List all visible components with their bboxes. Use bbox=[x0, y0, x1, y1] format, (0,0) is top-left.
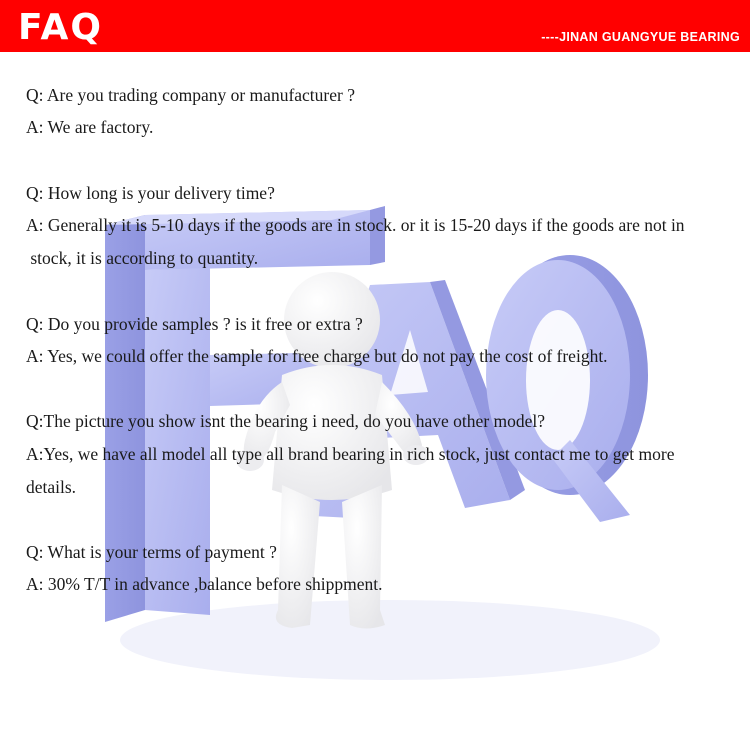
faq-question-2: Q: How long is your delivery time? bbox=[26, 183, 275, 203]
faq-answer-2-line-2: stock, it is according to quantity. bbox=[26, 248, 259, 268]
faq-answer-5: A: 30% T/T in advance ,balance before shippment. bbox=[26, 574, 383, 594]
header-title: FAQ bbox=[18, 7, 103, 48]
faq-question-1: Q: Are you trading company or manufacturer ? bbox=[26, 85, 355, 105]
faq-answer-4-line-2: details. bbox=[26, 477, 77, 497]
faq-question-4: Q:The picture you show isnt the bearing i need, do you have other model? bbox=[26, 411, 546, 431]
faq-question-5: Q: What is your terms of payment ? bbox=[26, 542, 277, 562]
faq-answer-2-line-1: A: Generally it is 5-10 days if the goods are in stock. or it is 15-20 days if the goods are not in bbox=[26, 215, 685, 235]
faq-answer-1: A: We are factory. bbox=[26, 117, 154, 137]
faq-question-3: Q: Do you provide samples ? is it free or extra ? bbox=[26, 314, 363, 334]
faq-answer-3: A: Yes, we could offer the sample for free charge but do not pay the cost of freight. bbox=[26, 346, 608, 366]
faq-answer-4-line-1: A:Yes, we have all model all type all brand bearing in rich stock, just contact me to get more bbox=[26, 444, 675, 464]
header-subtitle: ----JINAN GUANGYUE BEARING bbox=[541, 30, 740, 44]
